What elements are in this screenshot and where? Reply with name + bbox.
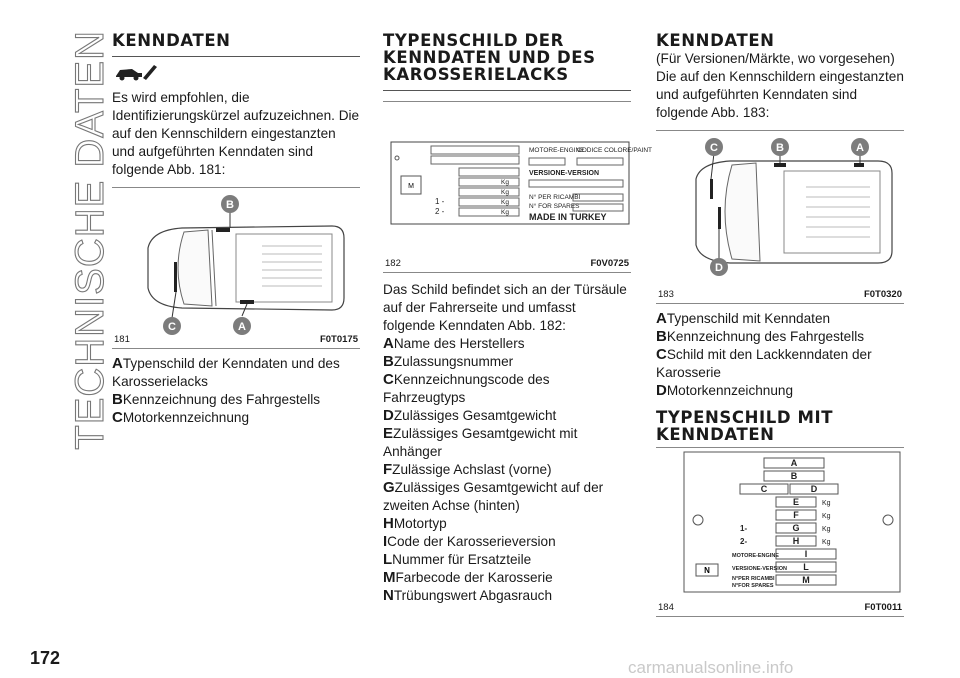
svg-text:Kg: Kg [822,513,831,520]
legend-list [656,310,904,400]
svg-text:D: D [810,484,818,494]
svg-text:2-: 2- [740,537,748,546]
legend-item: EZulässiges Gesamtgewicht mit Anhänger [383,425,578,459]
legend-item: MFarbecode der Karosserie [383,569,553,586]
figure-code: F0T0011 [864,602,902,613]
legend-item: FZulässige Achslast (vorne) [383,461,552,478]
svg-text:CODICE COLORE/PAINT: CODICE COLORE/PAINT [577,147,653,154]
svg-text:2 -: 2 - [435,207,445,216]
legend-list [383,335,631,605]
section-heading-kenndaten: KENNDATEN [112,32,360,57]
svg-text:F: F [793,510,799,520]
section-heading-kenndaten-2: KENNDATEN [656,31,775,50]
figure-number: 183 [658,289,674,300]
svg-text:B: B [790,471,798,481]
legend-item: DMotorkennzeichnung [656,382,794,399]
intro-text: Es wird empfohlen, die Identifizierungskürzel aufzuzeichnen. Die auf den Kennschildern eingestanzten und aufgeführten Kenndaten sind folgende Abb. 181: [112,90,360,177]
legend-item: ATypenschild der Kenndaten und des Karosserielacks [112,355,340,389]
svg-text:MOTORE-ENGINE: MOTORE-ENGINE [529,147,585,154]
type-plate-diagram [383,102,653,272]
svg-text:VERSIONE-VERSION: VERSIONE-VERSION [732,566,788,572]
svg-text:Kg: Kg [822,526,831,533]
legend-item: BZulassungsnummer [383,353,514,370]
svg-text:E: E [792,497,800,507]
van-top-view-diagram [112,188,360,348]
figure-code: F0T0320 [863,289,902,300]
figure-184 [656,447,904,617]
svg-text:C: C [168,321,176,333]
legend-list [112,355,360,427]
page-number: 172 [30,648,61,668]
svg-text:N°PER RICAMBI: N°PER RICAMBI [732,576,775,582]
figure-182 [383,101,653,273]
column-2 [383,31,653,605]
legend-item: BKennzeichnung des Fahrgestells [656,328,865,345]
sidebar-title: TECHNISCHE DATEN [68,30,112,450]
svg-text:Kg: Kg [822,500,831,507]
watermark: carmanualsonline.info [628,658,794,677]
svg-text:C: C [710,142,718,154]
van-top-view-diagram-2 [656,131,904,303]
section-heading-typenschild-2: TYPENSCHILD MIT KENNDATEN [656,408,834,444]
svg-text:A: A [856,142,864,154]
legend-item: LNummer für Ersatzteile [383,551,532,568]
svg-text:Kg: Kg [501,179,509,186]
svg-text:VERSIONE-VERSION: VERSIONE-VERSION [529,170,600,177]
figure-number: 182 [385,258,401,269]
svg-text:Kg: Kg [501,199,509,206]
svg-text:Kg: Kg [501,209,509,216]
svg-text:N: N [704,566,710,575]
svg-text:D: D [715,262,723,274]
column-3 [656,32,904,623]
figure-number: 184 [658,602,674,613]
svg-text:MOTORE-ENGINE: MOTORE-ENGINE [732,553,779,559]
svg-text:H: H [792,536,800,546]
figure-code: F0V0725 [590,258,629,269]
legend-item: CKennzeichnungscode des Fahrzeugtyps [383,371,550,405]
legend-item: AName des Herstellers [383,335,525,352]
intro-text: (Für Versionen/Märkte, wo vorgesehen) Die auf den Kennschildern eingestanzten und aufgeführten Kenndaten sind folgende Abb. 183: [656,51,904,120]
svg-text:L: L [803,562,809,572]
svg-text:B: B [226,199,234,211]
legend-item: HMotortyp [383,515,447,532]
svg-text:M: M [802,575,810,585]
legend-item: ICode der Karosserieversion [383,533,556,550]
figure-183 [656,130,904,304]
figure-number: 181 [114,334,130,345]
svg-text:C: C [760,484,768,494]
legend-item: GZulässiges Gesamtgewicht auf der zweiten Achse (hinten) [383,479,604,513]
car-pencil-icon [112,62,360,87]
legend-item: CMotorkennzeichnung [112,409,250,426]
svg-text:B: B [776,142,784,154]
svg-text:M: M [408,183,414,190]
svg-text:1-: 1- [740,524,748,533]
legend-item: BKennzeichnung des Fahrgestells [112,391,321,408]
svg-text:A: A [790,458,798,468]
section-heading-typenschild: TYPENSCHILD DER KENNDATEN UND DES KAROSSERIELACKS [383,32,631,91]
legend-item: CSchild mit den Lackkenndaten der Karosserie [656,346,872,380]
type-plate-diagram-2 [656,448,904,616]
column-1 [112,32,360,427]
svg-text:I: I [804,549,808,559]
legend-item: ATypenschild mit Kenndaten [656,310,831,327]
figure-code: F0T0175 [319,334,358,345]
legend-item: NTrübungswert Abgasrauch [383,587,553,604]
svg-text:N° FOR SPARES: N° FOR SPARES [529,203,580,210]
legend-item: DZulässiges Gesamtgewicht [383,407,557,424]
svg-text:MADE IN TURKEY: MADE IN TURKEY [529,212,607,222]
svg-text:Kg: Kg [822,539,831,546]
svg-text:Kg: Kg [501,189,509,196]
svg-text:A: A [238,321,246,333]
svg-text:G: G [792,523,800,533]
svg-text:N° PER RICAMBI: N° PER RICAMBI [529,194,581,201]
intro-text: Das Schild befindet sich an der Türsäule auf der Fahrerseite und umfasst folgende Kenndaten Abb. 182: [383,282,627,333]
figure-181 [112,187,360,349]
svg-text:N°FOR SPARES: N°FOR SPARES [732,583,774,589]
svg-text:1 -: 1 - [435,197,445,206]
